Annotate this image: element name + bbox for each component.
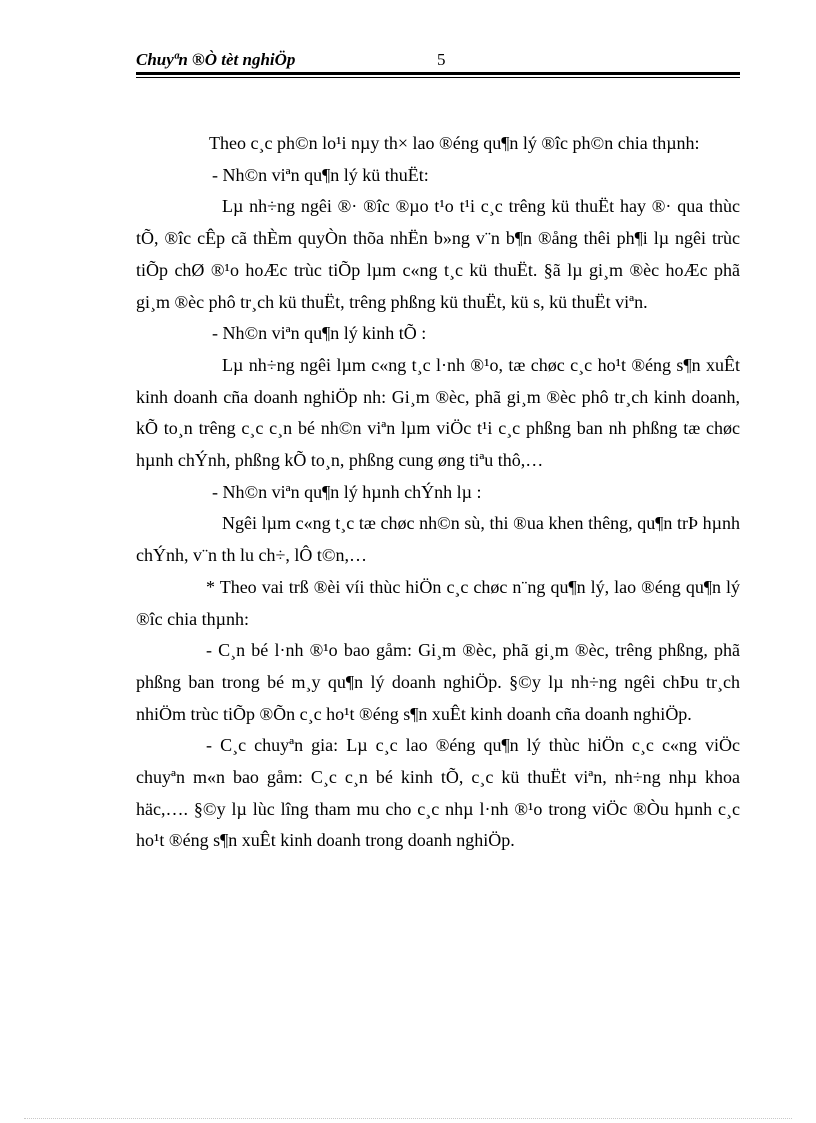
heading-admin-staff: - Nh©n viªn qu¶n lý hµnh chÝnh lµ : bbox=[212, 481, 482, 502]
footer-dotted-line bbox=[24, 1118, 792, 1119]
paragraph-intro: Theo c¸c ph©n lo¹i nµy th× lao ®éng qu¶n lý ®îc ph©n chia thµnh: bbox=[209, 133, 700, 153]
page-header bbox=[136, 48, 740, 78]
paragraph-economic-staff: Lµ nh÷ng ngêi lµm c«ng t¸c l·nh ®¹o, tæ chøc c¸c ho¹t ®éng s¶n xuÊt kinh doanh cña doanh nghiÖp nh: Gi¸m ®èc, phã gi¸m ®èc phô tr¸ch kinh doanh, kÕ to¸n trêng c¸c c¸n bé nh©n viªn lµm viÖc t¹i c¸c phßng ban nh phßng tæ chøc hµnh chÝnh, phßng kÕ to¸n, phßng cung øng tiªu thô,… bbox=[136, 354, 740, 471]
header-rule-thin bbox=[136, 77, 740, 78]
paragraph-experts: - C¸c chuyªn gia: Lµ c¸c lao ®éng qu¶n lý thùc hiÖn c¸c c«ng viÖc chuyªn m«n bao gåm: C¸c c¸n bé kinh tÕ, c¸c kü thuËt viªn, nh÷ng nhµ khoa häc,…. §©y lµ lùc lîng tham mu cho c¸c nhµ l·nh ®¹o trong viÖc ®Òu hµnh c¸c ho¹t ®éng s¶n xuÊt kinh doanh trong doanh nghiÖp. bbox=[136, 735, 740, 851]
header-rule-thick bbox=[136, 72, 740, 75]
header-title: Chuyªn ®Ò tèt nghiÖp bbox=[136, 50, 296, 69]
heading-technical-staff: - Nh©n viªn qu¶n lý kü thuËt: bbox=[212, 164, 429, 185]
paragraph-admin-staff: Ngêi lµm c«ng t¸c tæ chøc nh©n sù, thi ®ua khen thêng, qu¶n trÞ hµnh chÝnh, v¨n th lu ch÷, lÔ t©n,… bbox=[136, 513, 740, 566]
heading-economic-staff: - Nh©n viªn qu¶n lý kinh tÕ : bbox=[212, 323, 427, 344]
paragraph-role-classification: * Theo vai trß ®èi víi thùc hiÖn c¸c chøc n¨ng qu¶n lý, lao ®éng qu¶n lý ®îc chia thµnh: bbox=[136, 576, 740, 629]
paragraph-technical-staff: Lµ nh÷ng ngêi ®· ®îc ®µo t¹o t¹i c¸c trêng kü thuËt hay ®· qua thùc tÕ, ®îc cÊp cã thÈm quyÒn thõa nhËn b»ng v¨n b¶n ®ång thêi ph¶i lµ ngêi trùc tiÕp chØ ®¹o hoÆc trùc tiÕp lµm c«ng t¸c kü thuËt. §ã lµ gi¸m ®èc hoÆc phã gi¸m ®èc phô tr¸ch kü thuËt, trêng phßng kü thuËt, kü s, kü thuËt viªn. bbox=[136, 196, 740, 312]
page-number: 5 bbox=[437, 50, 446, 69]
document-body bbox=[136, 128, 740, 857]
paragraph-leaders: - C¸n bé l·nh ®¹o bao gåm: Gi¸m ®èc, phã gi¸m ®èc, trêng phßng, phã phßng ban trong bé m¸y qu¶n lý doanh nghiÖp. §©y lµ nh÷ng ngêi chÞu tr¸ch nhiÖm trùc tiÕp ®Õn c¸c ho¹t ®éng s¶n xuÊt kinh doanh cña doanh nghiÖp. bbox=[136, 640, 740, 724]
